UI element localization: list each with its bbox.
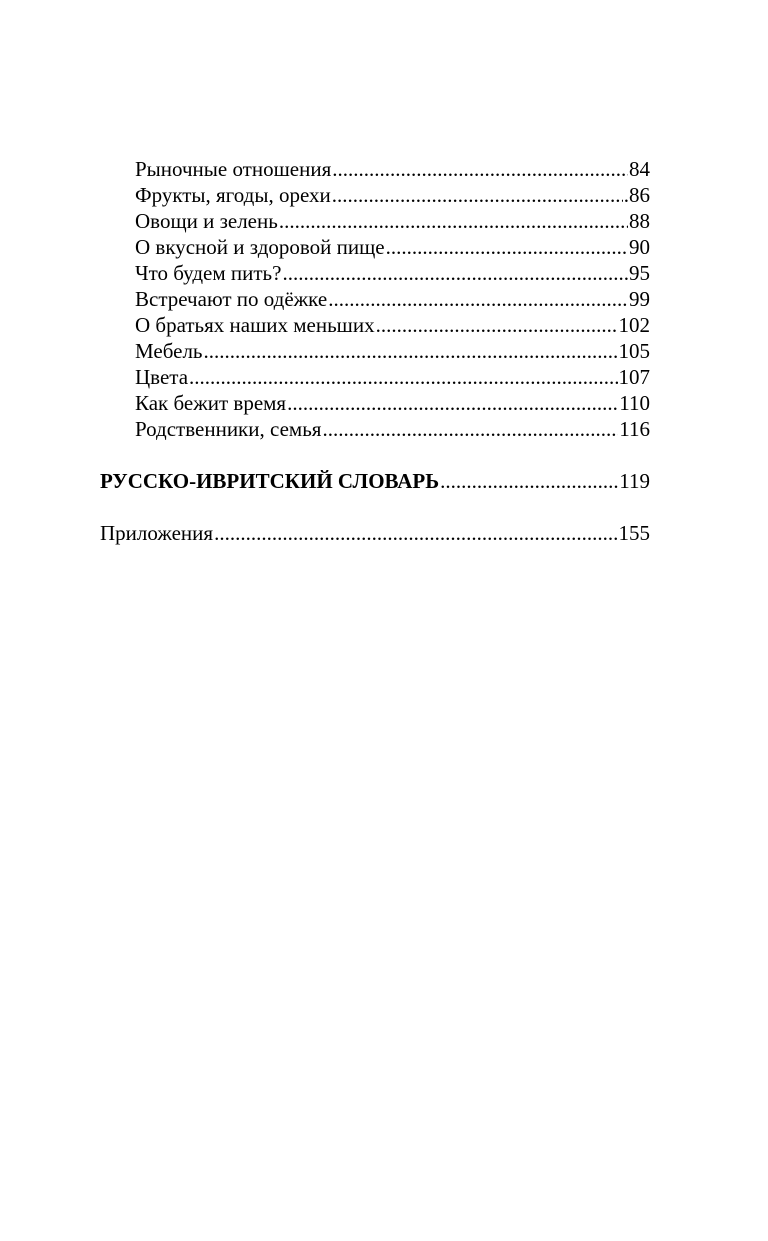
dot-leader: [328, 286, 628, 312]
toc-entry: [100, 390, 650, 416]
toc-appendix-title: Приложения: [100, 521, 214, 545]
dot-leader: [214, 520, 617, 546]
toc-entry: [100, 156, 650, 182]
toc-entry-page: 90: [629, 235, 650, 259]
dot-leader: [322, 416, 618, 442]
dot-leader: [287, 390, 618, 416]
dot-leader: [440, 468, 618, 494]
toc-entry-title: Цвета: [135, 365, 189, 389]
toc-appendix: [100, 520, 650, 546]
toc-entry-page: 84: [629, 157, 650, 181]
toc-section-title: РУССКО-ИВРИТСКИЙ СЛОВАРЬ: [100, 469, 440, 493]
dot-leader: [204, 338, 618, 364]
toc-entry-page: 88: [629, 209, 650, 233]
toc-entry: [100, 312, 650, 338]
dot-leader: [282, 260, 628, 286]
toc-appendix-page: 155: [618, 521, 650, 545]
dot-leader: [332, 182, 623, 208]
toc-entry: [100, 286, 650, 312]
toc-section-heading: [100, 468, 650, 494]
toc-entry-title: Мебель: [135, 339, 203, 363]
toc-entry-title: Фрукты, ягоды, орехи: [135, 183, 331, 207]
table-of-contents: [100, 156, 650, 546]
toc-entry-page: 99: [629, 287, 650, 311]
toc-entry: [100, 260, 650, 286]
toc-entry-title: Что будем пить?: [135, 261, 282, 285]
toc-entry-page: 107: [618, 365, 650, 389]
toc-entry-page: 110: [619, 391, 650, 415]
toc-entry-title: Встречают по одёжке: [135, 287, 328, 311]
toc-entry-page: 105: [618, 339, 650, 363]
toc-entry: [100, 182, 650, 208]
dot-leader: [189, 364, 617, 390]
dot-leader: [332, 156, 628, 182]
toc-entry-title: О братьях наших меньших: [135, 313, 375, 337]
toc-entry-page: 102: [618, 313, 650, 337]
dot-leader: [386, 234, 628, 260]
toc-entry: [100, 208, 650, 234]
toc-entry-title: О вкусной и здоровой пище: [135, 235, 385, 259]
toc-entry: [100, 338, 650, 364]
toc-entry-page: 116: [619, 417, 650, 441]
toc-entry-page: 95: [629, 261, 650, 285]
toc-entry-title: Как бежит время: [135, 391, 287, 415]
toc-entry-title: Рыночные отношения: [135, 157, 332, 181]
toc-entry: [100, 364, 650, 390]
dot-leader: [376, 312, 618, 338]
toc-entry-page: .86: [623, 183, 650, 207]
toc-section-page: 119: [619, 469, 650, 493]
toc-entry-title: Овощи и зелень: [135, 209, 278, 233]
toc-entry-title: Родственники, семья: [135, 417, 322, 441]
toc-entry: [100, 416, 650, 442]
toc-entry: [100, 234, 650, 260]
dot-leader: [279, 208, 628, 234]
